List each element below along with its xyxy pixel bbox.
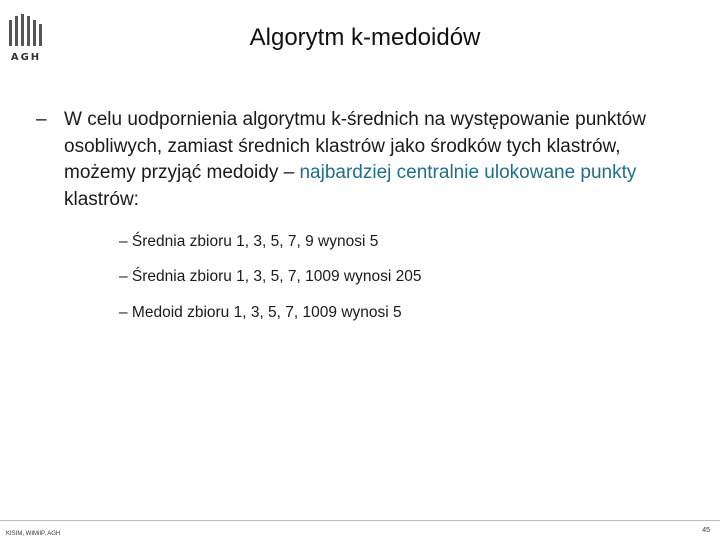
footer-affiliation: KISIM, WIMiIP, AGH bbox=[6, 531, 61, 537]
bullet-text-after: klastrów: bbox=[64, 188, 139, 210]
bullet-highlight: najbardziej centralnie ulokowane punkty bbox=[299, 162, 637, 183]
logo-text: AGH bbox=[10, 52, 42, 63]
bullet-text bbox=[64, 107, 686, 213]
bullet-text-before: W celu uodpornienia algorytmu k-średnich na występowanie punktów osobliwych, zamiast średnich klastrów jako środków tych klastrów, możemy przyjąć medoidy – bbox=[64, 109, 646, 183]
bullet-marker: – bbox=[36, 109, 47, 130]
main-bullet bbox=[36, 107, 686, 213]
sub-bullet-medoid: – Medoid zbioru 1, 3, 5, 7, 1009 wynosi 5 bbox=[119, 304, 402, 321]
page-number: 45 bbox=[702, 527, 710, 534]
sub-bullet-mean-2: – Średnia zbioru 1, 3, 5, 7, 1009 wynosi 205 bbox=[119, 268, 422, 285]
slide-title: Algorytm k-medoidów bbox=[249, 24, 481, 51]
footer-divider bbox=[0, 520, 720, 521]
sub-bullet-mean-1: – Średnia zbioru 1, 3, 5, 7, 9 wynosi 5 bbox=[119, 233, 379, 250]
